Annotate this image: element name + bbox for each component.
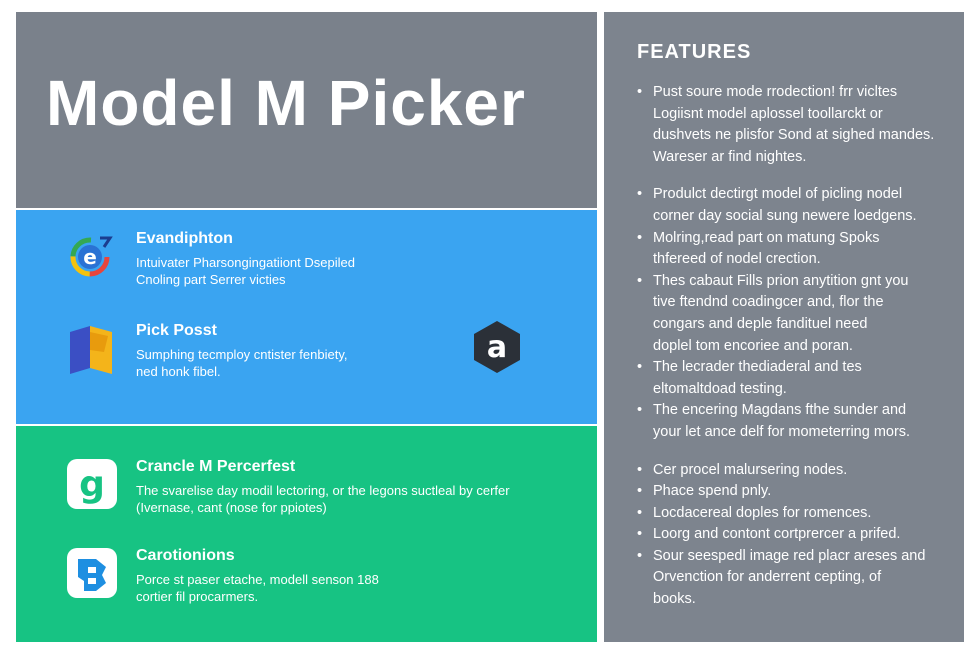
feature-line: congars and deple fandituel need (653, 315, 868, 332)
blue-panel (16, 210, 597, 424)
feature-line: • Produlct dectirgt model of picling nodel (634, 184, 959, 206)
feature-line: Orvenction for anderrent cepting, of (653, 569, 882, 586)
feature-line: Logiisnt model aplossel toollarckt or (653, 105, 883, 122)
feature-line: • Sour seespedl image red placr areses and (634, 546, 959, 568)
hexagon-a-icon (472, 320, 522, 374)
item-desc-line: Intuivater Pharsongingatiiont Dsepiled (136, 255, 355, 270)
feature-line: • Loorg and contont cortprercer a prifed. (634, 524, 959, 546)
feature-line: tive ftendnd coadingcer and, flor the (653, 294, 884, 311)
features-heading: FEATURES (637, 41, 752, 63)
item-description (136, 571, 379, 605)
item-title: Carotionions (136, 547, 235, 564)
hexagon-letter: a (486, 330, 508, 365)
feature-line: • Locdacereal doples for romences. (634, 503, 959, 525)
item-desc-line: cortier fil procarmers. (136, 589, 259, 604)
item-desc-line: Cnoling part Serrer victies (136, 272, 286, 287)
green-panel (16, 426, 597, 642)
list-item (16, 230, 576, 300)
item-description (136, 346, 347, 380)
feature-line: your let ance delf for mometerring mors. (653, 423, 911, 440)
item-desc-line: ned honk fibel. (136, 364, 221, 379)
item-title: Evandiphton (136, 230, 233, 247)
feature-line: thfereed of nodel crection. (653, 251, 821, 268)
item-title: Crancle M Percerfest (136, 458, 296, 475)
feature-line: • Pust soure mode rrodection! frr vicltes (634, 82, 959, 104)
item-description (136, 254, 355, 288)
title-panel (16, 12, 597, 208)
multicolor-e-logo-icon (66, 230, 116, 280)
svg-text:g: g (79, 464, 105, 505)
feature-line: • Cer procel malursering nodes. (634, 460, 959, 482)
item-desc-line: Porce st paser etache, modell senson 188 (136, 572, 379, 587)
folder-book-icon (66, 322, 116, 372)
left-column (16, 12, 597, 642)
item-desc-line: (Ivernase, cant (nose for ppiotes) (136, 500, 327, 515)
feature-line: doplel tom encoriee and poran. (653, 337, 853, 354)
item-desc-line: Sumphing tecmploy cntister fenbiety, (136, 347, 348, 362)
page-title: Model M Picker (46, 67, 526, 139)
g-logo-icon (66, 458, 116, 508)
feature-line: corner day social sung newere loedgens. (653, 207, 917, 224)
list-item (16, 547, 576, 617)
feature-line: • The encering Magdans fthe sunder and (634, 400, 959, 422)
item-title: Pick Posst (136, 322, 217, 339)
feature-line: Wareser ar find nightes. (653, 148, 807, 165)
feature-line: dushvets ne plisfor Sond at sighed mandes. (653, 127, 935, 144)
features-list (634, 82, 959, 611)
item-description (136, 482, 510, 516)
feature-line: eltomaltdoad testing. (653, 380, 787, 397)
feature-line: • The lecrader thediaderal and tes (634, 357, 959, 379)
svg-text:e: e (83, 245, 97, 269)
blue-p-logo-icon (66, 547, 116, 597)
feature-line: books. (653, 591, 696, 608)
feature-line: • Phace spend pnly. (634, 481, 959, 503)
item-desc-line: The svarelise day modil lectoring, or the legons suctleal by cerfer (136, 483, 510, 498)
feature-line: • Molring,read part on matung Spoks (634, 228, 959, 250)
list-item (16, 458, 576, 528)
feature-line: • Thes cabaut Fills prion anytition gnt you (634, 271, 959, 293)
features-panel (604, 12, 964, 642)
